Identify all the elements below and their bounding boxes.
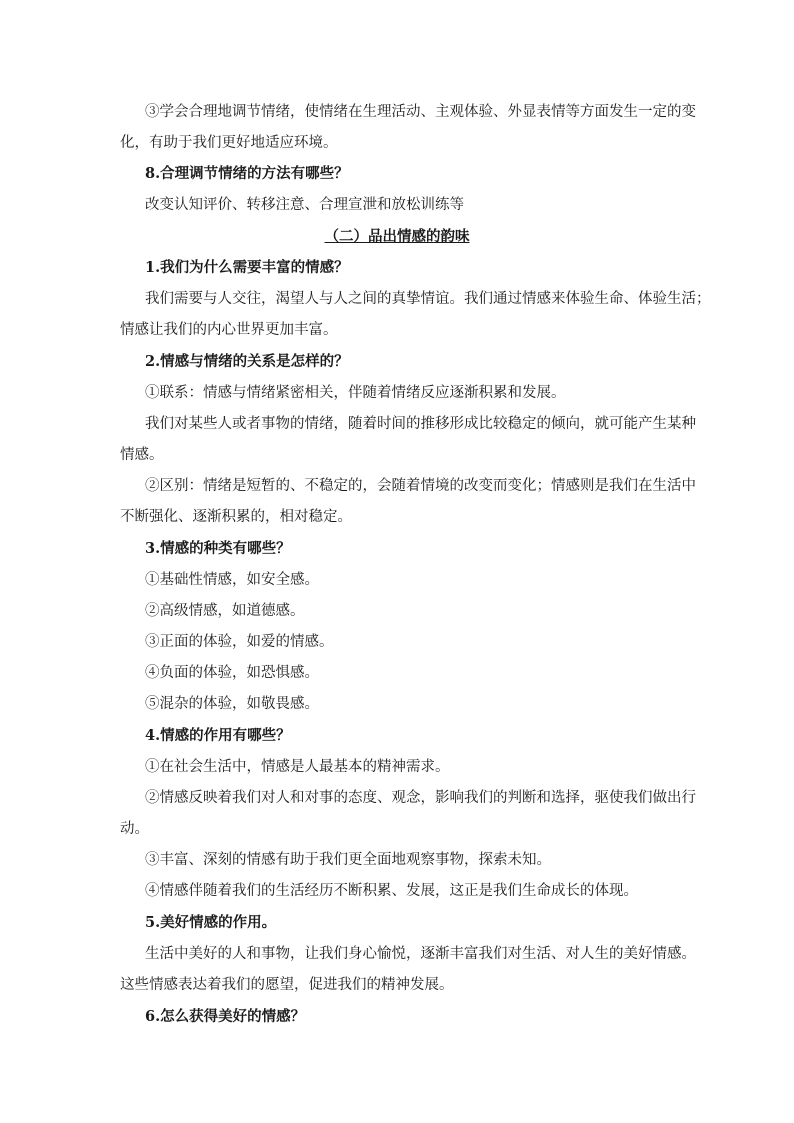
paragraph-line: ③学会合理地调节情绪，使情绪在生理活动、主观体验、外显表情等方面发生一定的变	[145, 104, 696, 120]
paragraph-line: 情感。	[120, 447, 164, 463]
section-title	[0, 227, 794, 247]
paragraph-line: ③丰富、深刻的情感有助于我们更全面地观察事物，探索未知。	[145, 852, 551, 868]
list-item: ①基础性情感，如安全感。	[145, 572, 319, 588]
question-heading: 1.我们为什么需要丰富的情感？	[145, 259, 349, 276]
paragraph-line: 生活中美好的人和事物，让我们身心愉悦，逐渐丰富我们对生活、对人生的美好情感。	[145, 946, 696, 962]
paragraph-line: ④情感伴随着我们的生活经历不断积累、发展，这正是我们生命成长的体现。	[145, 883, 638, 899]
question-heading: 8.合理调节情绪的方法有哪些？	[145, 165, 349, 182]
list-item: ⑤混杂的体验，如敬畏感。	[145, 696, 319, 712]
section-title-text: （二）品出情感的韵味	[324, 228, 470, 245]
question-heading: 6.怎么获得美好的情感？	[145, 1008, 306, 1025]
paragraph-line: 这些情感表达着我们的愿望，促进我们的精神发展。	[120, 977, 454, 993]
paragraph-line: 我们对某些人或者事物的情绪，随着时间的推移形成比较稳定的倾向，就可能产生某种	[145, 416, 696, 432]
paragraph-line: 动。	[120, 821, 149, 837]
paragraph-line: 我们需要与人交往，渴望人与人之间的真挚情谊。我们通过情感来体验生命、体验生活；	[145, 291, 711, 307]
question-heading: 3.情感的种类有哪些？	[145, 540, 291, 557]
paragraph-line: ①在社会生活中，情感是人最基本的精神需求。	[145, 759, 450, 775]
paragraph-line: 化，有助于我们更好地适应环境。	[120, 135, 338, 151]
paragraph-line: ②情感反映着我们对人和对事的态度、观念，影响我们的判断和选择，驱使我们做出行	[145, 790, 696, 806]
list-item: ③正面的体验，如爱的情感。	[145, 634, 334, 650]
question-heading: 4.情感的作用有哪些？	[145, 727, 291, 744]
list-item: ④负面的体验，如恐惧感。	[145, 665, 319, 681]
paragraph-line: 情感让我们的内心世界更加丰富。	[120, 322, 338, 338]
paragraph-line: 不断强化、逐渐积累的，相对稳定。	[120, 509, 352, 525]
paragraph-line: 改变认知评价、转移注意、合理宣泄和放松训练等	[145, 197, 464, 213]
question-heading: 2.情感与情绪的关系是怎样的？	[145, 353, 349, 370]
question-heading: 5.美好情感的作用。	[145, 914, 277, 931]
paragraph-line: ②区别：情绪是短暂的、不稳定的，会随着情境的改变而变化；情感则是我们在生活中	[145, 478, 696, 494]
paragraph-line: ①联系：情感与情绪紧密相关，伴随着情绪反应逐渐积累和发展。	[145, 385, 566, 401]
list-item: ②高级情感，如道德感。	[145, 603, 305, 619]
